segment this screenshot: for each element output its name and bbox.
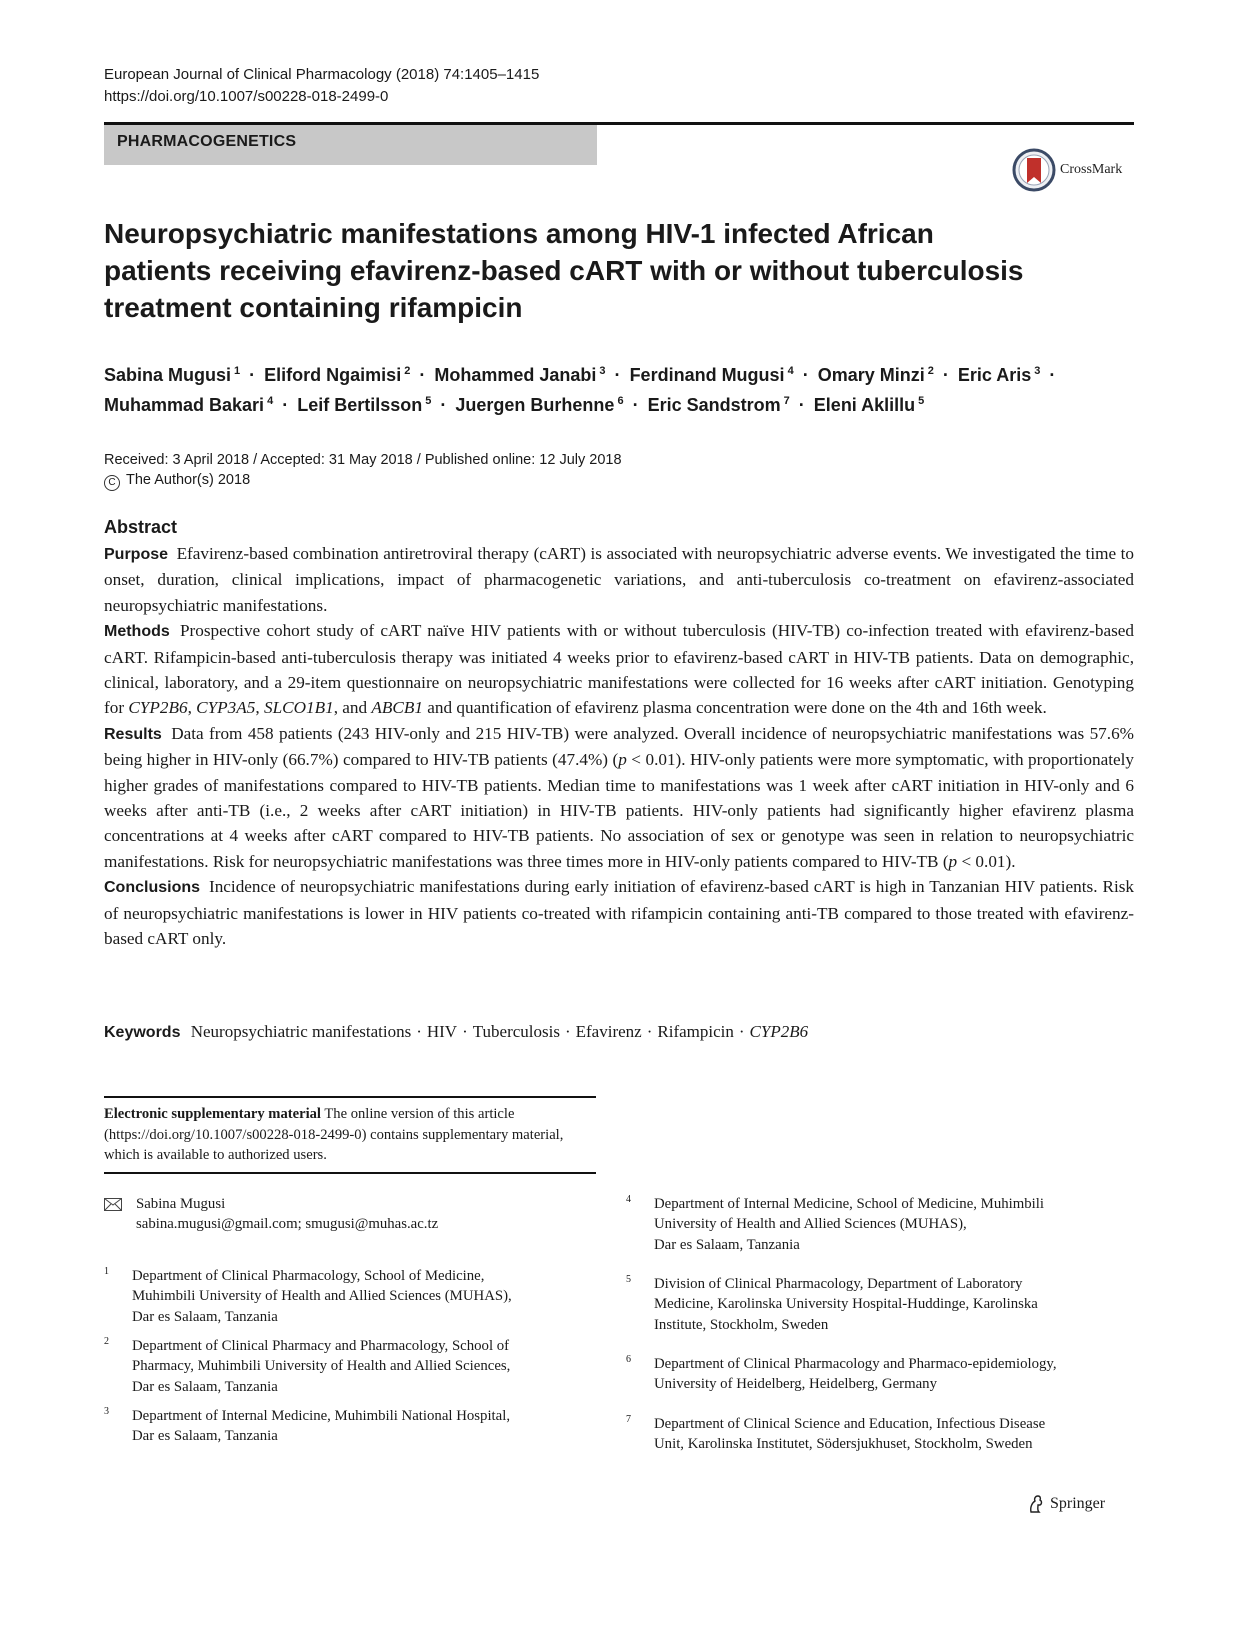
crossmark-icon bbox=[1012, 148, 1056, 192]
affiliation-line: University of Heidelberg, Heidelberg, Germany bbox=[654, 1376, 937, 1393]
corresponding-name: Sabina Mugusi bbox=[136, 1196, 226, 1212]
journal-header bbox=[104, 64, 539, 108]
esm-text: ) contains supplementary material, which is available to authorized users. bbox=[104, 1126, 564, 1163]
esm-bottom-rule bbox=[104, 1172, 596, 1174]
affiliation-line: Dar es Salaam, Tanzania bbox=[132, 1308, 278, 1325]
crossmark-badge[interactable] bbox=[1012, 148, 1122, 192]
esm-top-rule bbox=[104, 1096, 596, 1098]
conclusions-text: Incidence of neuropsychiatric manifestations during early initiation of efavirenz-based cART is high in Tanzanian HIV patients. Risk of neuropsychiatric manifestations is lower in HIV patients co-treated with rifampicin containing anti-TB compared to those treated with efavirenz-based cART only. bbox=[104, 877, 1134, 949]
esm-text: The online version of this article ( bbox=[104, 1106, 515, 1143]
affiliation-ref: 5 bbox=[425, 395, 432, 407]
affiliation-line: Dar es Salaam, Tanzania bbox=[132, 1378, 278, 1395]
affiliation-number: 5 bbox=[626, 1274, 631, 1285]
affiliation-ref: 3 bbox=[1034, 365, 1041, 377]
affiliation-ref: 1 bbox=[234, 365, 241, 377]
affiliation-line: Institute, Stockholm, Sweden bbox=[654, 1316, 829, 1333]
author-line bbox=[104, 388, 1124, 418]
gene-name: ABCB1 bbox=[371, 698, 423, 718]
copyright-icon: C bbox=[104, 475, 120, 491]
author-separator: · bbox=[942, 365, 949, 385]
keyword[interactable]: Rifampicin bbox=[657, 1022, 734, 1041]
article-title bbox=[104, 215, 1104, 326]
affiliation-number: 2 bbox=[104, 1336, 109, 1347]
author-name[interactable]: Sabina Mugusi bbox=[104, 365, 232, 385]
methods-text: and quantification of efavirenz plasma concentration were done on the 4th and 16th week. bbox=[427, 698, 1047, 718]
author-name[interactable]: Eleni Aklillu bbox=[813, 395, 916, 415]
affiliation-number: 6 bbox=[626, 1354, 631, 1365]
keyword-separator: · bbox=[564, 1022, 571, 1041]
keyword-separator: · bbox=[738, 1022, 745, 1041]
crossmark-label: CrossMark bbox=[1060, 162, 1123, 177]
author-name[interactable]: Eliford Ngaimisi bbox=[264, 365, 402, 385]
results-text: < 0.01). HIV-only patients were more symptomatic, with proportionately higher grades of manifestations compared to HIV-TB patients. Median time to manifestations was 1 week after cART initiation in HIV-only and 6 weeks after anti-TB (i.e., 2 weeks after cART initiation) in HIV-TB patients. HIV-only patients had significantly higher efavirenz plasma concentrations at 4 weeks after cART compared to HIV-TB patients. No association of sex or genotype was seen in relation to neuropsychiatric manifestations. Risk for neuropsychiatric manifestations was three times more in HIV-only patients compared to HIV-TB ( bbox=[104, 750, 1134, 871]
affiliation-2 bbox=[104, 1336, 510, 1397]
affiliation-1 bbox=[104, 1266, 512, 1327]
keyword[interactable]: HIV bbox=[426, 1022, 458, 1041]
keyword[interactable]: CYP2B6 bbox=[749, 1022, 809, 1041]
title-line: patients receiving efavirenz-based cART with or without tuberculosis bbox=[104, 255, 1024, 286]
author-name[interactable]: Eric Aris bbox=[957, 365, 1032, 385]
author-separator: · bbox=[419, 365, 426, 385]
author-separator: · bbox=[249, 365, 256, 385]
methods-label: Methods bbox=[104, 623, 170, 641]
author-name[interactable]: Omary Minzi bbox=[817, 365, 925, 385]
keywords bbox=[104, 1020, 808, 1045]
keyword-separator: · bbox=[416, 1022, 422, 1041]
affiliation-line: Pharmacy, Muhimbili University of Health and Allied Sciences, bbox=[132, 1358, 511, 1375]
springer-horse-icon bbox=[1026, 1494, 1046, 1514]
esm-label: Electronic supplementary material bbox=[104, 1106, 321, 1122]
supplementary-material-note bbox=[104, 1104, 596, 1166]
abstract-heading: Abstract bbox=[104, 517, 178, 537]
author-name[interactable]: Juergen Burhenne bbox=[455, 395, 615, 415]
affiliation-ref: 3 bbox=[599, 365, 606, 377]
affiliation-line: Muhimbili University of Health and Allied Sciences (MUHAS), bbox=[132, 1288, 512, 1305]
affiliation-ref: 4 bbox=[267, 395, 274, 407]
keyword[interactable]: Tuberculosis bbox=[472, 1022, 560, 1041]
section-label: PHARMACOGENETICS bbox=[104, 125, 597, 165]
affiliation-ref: 2 bbox=[404, 365, 411, 377]
keyword-separator: · bbox=[462, 1022, 468, 1041]
abstract bbox=[104, 515, 1134, 952]
affiliation-line: Department of Clinical Science and Education, Infectious Disease bbox=[654, 1416, 1046, 1432]
copyright-line bbox=[104, 470, 622, 491]
affiliation-line: Department of Internal Medicine, Muhimbili National Hospital, bbox=[132, 1408, 511, 1424]
purpose-text: Efavirenz-based combination antiretroviral therapy (cART) is associated with neuropsychiatric adverse events. We investigated the time to onset, duration, clinical implications, impact of pharmacogenetic variations, and anti-tuberculosis co-treatment on efavirenz-associated neuropsychiatric manifestations. bbox=[104, 544, 1135, 615]
affiliation-line: Department of Clinical Pharmacology, School of Medicine, bbox=[132, 1268, 485, 1284]
affiliation-line: Dar es Salaam, Tanzania bbox=[654, 1236, 800, 1253]
author-separator: · bbox=[1049, 365, 1056, 385]
affiliation-line: Department of Internal Medicine, School of Medicine, Muhimbili bbox=[654, 1196, 1044, 1212]
author-name[interactable]: Muhammad Bakari bbox=[104, 395, 265, 415]
punctuation: , bbox=[255, 698, 260, 718]
author-line bbox=[104, 358, 1124, 388]
gene-name: CYP2B6 bbox=[128, 698, 188, 718]
keyword[interactable]: Efavirenz bbox=[575, 1022, 642, 1041]
affiliation-line: Medicine, Karolinska University Hospital-Huddinge, Karolinska bbox=[654, 1296, 1038, 1313]
punctuation: , bbox=[187, 698, 192, 718]
results-text: < 0.01). bbox=[957, 851, 1016, 871]
publisher-name: Springer bbox=[1050, 1495, 1106, 1512]
affiliation-5 bbox=[626, 1274, 1038, 1335]
affiliation-ref: 2 bbox=[927, 365, 934, 377]
results-label: Results bbox=[104, 725, 162, 743]
author-name[interactable]: Mohammed Janabi bbox=[434, 365, 597, 385]
affiliation-line: Unit, Karolinska Institutet, Södersjukhuset, Stockholm, Sweden bbox=[654, 1436, 1033, 1453]
affiliation-line: University of Health and Allied Sciences (MUHAS), bbox=[654, 1216, 967, 1233]
author-separator: · bbox=[632, 395, 639, 415]
title-line: Neuropsychiatric manifestations among HIV-1 infected African bbox=[104, 218, 934, 249]
affiliation-line: Department of Clinical Pharmacy and Pharmacology, School of bbox=[132, 1338, 510, 1354]
author-name[interactable]: Leif Bertilsson bbox=[297, 395, 423, 415]
affiliation-ref: 6 bbox=[617, 395, 624, 407]
affiliation-line: Division of Clinical Pharmacology, Department of Laboratory bbox=[654, 1276, 1023, 1292]
author-name[interactable]: Eric Sandstrom bbox=[647, 395, 781, 415]
author-separator: · bbox=[614, 365, 621, 385]
purpose-label: Purpose bbox=[104, 546, 169, 563]
affiliation-6 bbox=[626, 1354, 1057, 1395]
methods-text: Prospective cohort study of cART naïve HIV patients with or without tuberculosis (HIV-TB) co-infection treated with efavirenz-based cART. Rifampicin-based anti-tuberculosis therapy was initiated 4 weeks prior to efavirenz-based cART in HIV-TB patients. Data on demographic, clinical, laboratory, and a 29-item questionnaire on neuropsychiatric manifestations were collected for 16 weeks after cART initiation. Genotyping for bbox=[104, 621, 1135, 718]
gene-name: SLCO1B1 bbox=[263, 698, 334, 718]
doi-link[interactable]: https://doi.org/10.1007/s00228-018-2499-0 bbox=[104, 88, 389, 105]
affiliation-line: Department of Clinical Pharmacology and Pharmaco-epidemiology, bbox=[654, 1356, 1057, 1372]
affiliation-ref: 4 bbox=[787, 365, 794, 377]
abstract-purpose bbox=[104, 541, 1134, 618]
keyword-separator: · bbox=[646, 1022, 653, 1041]
journal-citation: European Journal of Clinical Pharmacology (2018) 74:1405–1415 bbox=[104, 66, 540, 83]
abstract-conclusions bbox=[104, 874, 1134, 951]
esm-link[interactable]: https://doi.org/10.1007/s00228-018-2499-0 bbox=[108, 1126, 362, 1143]
affiliation-ref: 7 bbox=[783, 395, 790, 407]
affiliation-number: 1 bbox=[104, 1266, 109, 1277]
corresponding-author bbox=[104, 1194, 438, 1235]
affiliation-4 bbox=[626, 1194, 1044, 1255]
copyright-text: The Author(s) 2018 bbox=[126, 472, 251, 488]
corresponding-emails[interactable]: sabina.mugusi@gmail.com; smugusi@muhas.ac.tz bbox=[136, 1216, 439, 1233]
publisher-logo bbox=[1026, 1494, 1105, 1514]
p-value-symbol: p bbox=[618, 750, 627, 770]
keywords-label: Keywords bbox=[104, 1024, 181, 1041]
affiliation-line: Dar es Salaam, Tanzania bbox=[132, 1428, 278, 1445]
p-value-symbol: p bbox=[948, 851, 958, 871]
abstract-results bbox=[104, 721, 1134, 874]
affiliation-ref: 5 bbox=[918, 395, 925, 407]
author-separator: · bbox=[802, 365, 809, 385]
abstract-methods bbox=[104, 618, 1134, 721]
author-name[interactable]: Ferdinand Mugusi bbox=[629, 365, 785, 385]
affiliation-number: 4 bbox=[626, 1194, 631, 1205]
author-separator: · bbox=[440, 395, 447, 415]
results-text: Data from 458 patients (243 HIV-only and 215 HIV-TB) were analyzed. Overall incidence of neuropsychiatric manifestations was 57.6% being higher in HIV-only (66.7%) compared to HIV-TB patients (47.4%) ( bbox=[104, 723, 1134, 770]
author-separator: · bbox=[282, 395, 289, 415]
affiliation-3 bbox=[104, 1406, 510, 1447]
author-separator: · bbox=[798, 395, 805, 415]
publication-dates bbox=[104, 450, 622, 491]
title-line: treatment containing rifampicin bbox=[104, 292, 523, 323]
conjunction: , and bbox=[333, 698, 368, 718]
author-list bbox=[104, 358, 1124, 418]
gene-name: CYP3A5 bbox=[196, 698, 256, 718]
envelope-icon bbox=[104, 1198, 122, 1211]
affiliation-number: 3 bbox=[104, 1406, 109, 1417]
conclusions-label: Conclusions bbox=[104, 879, 201, 897]
dates-line: Received: 3 April 2018 / Accepted: 31 May 2018 / Published online: 12 July 2018 bbox=[104, 452, 622, 468]
keyword[interactable]: Neuropsychiatric manifestations bbox=[190, 1022, 412, 1041]
affiliation-7 bbox=[626, 1414, 1045, 1455]
affiliation-number: 7 bbox=[626, 1414, 631, 1425]
